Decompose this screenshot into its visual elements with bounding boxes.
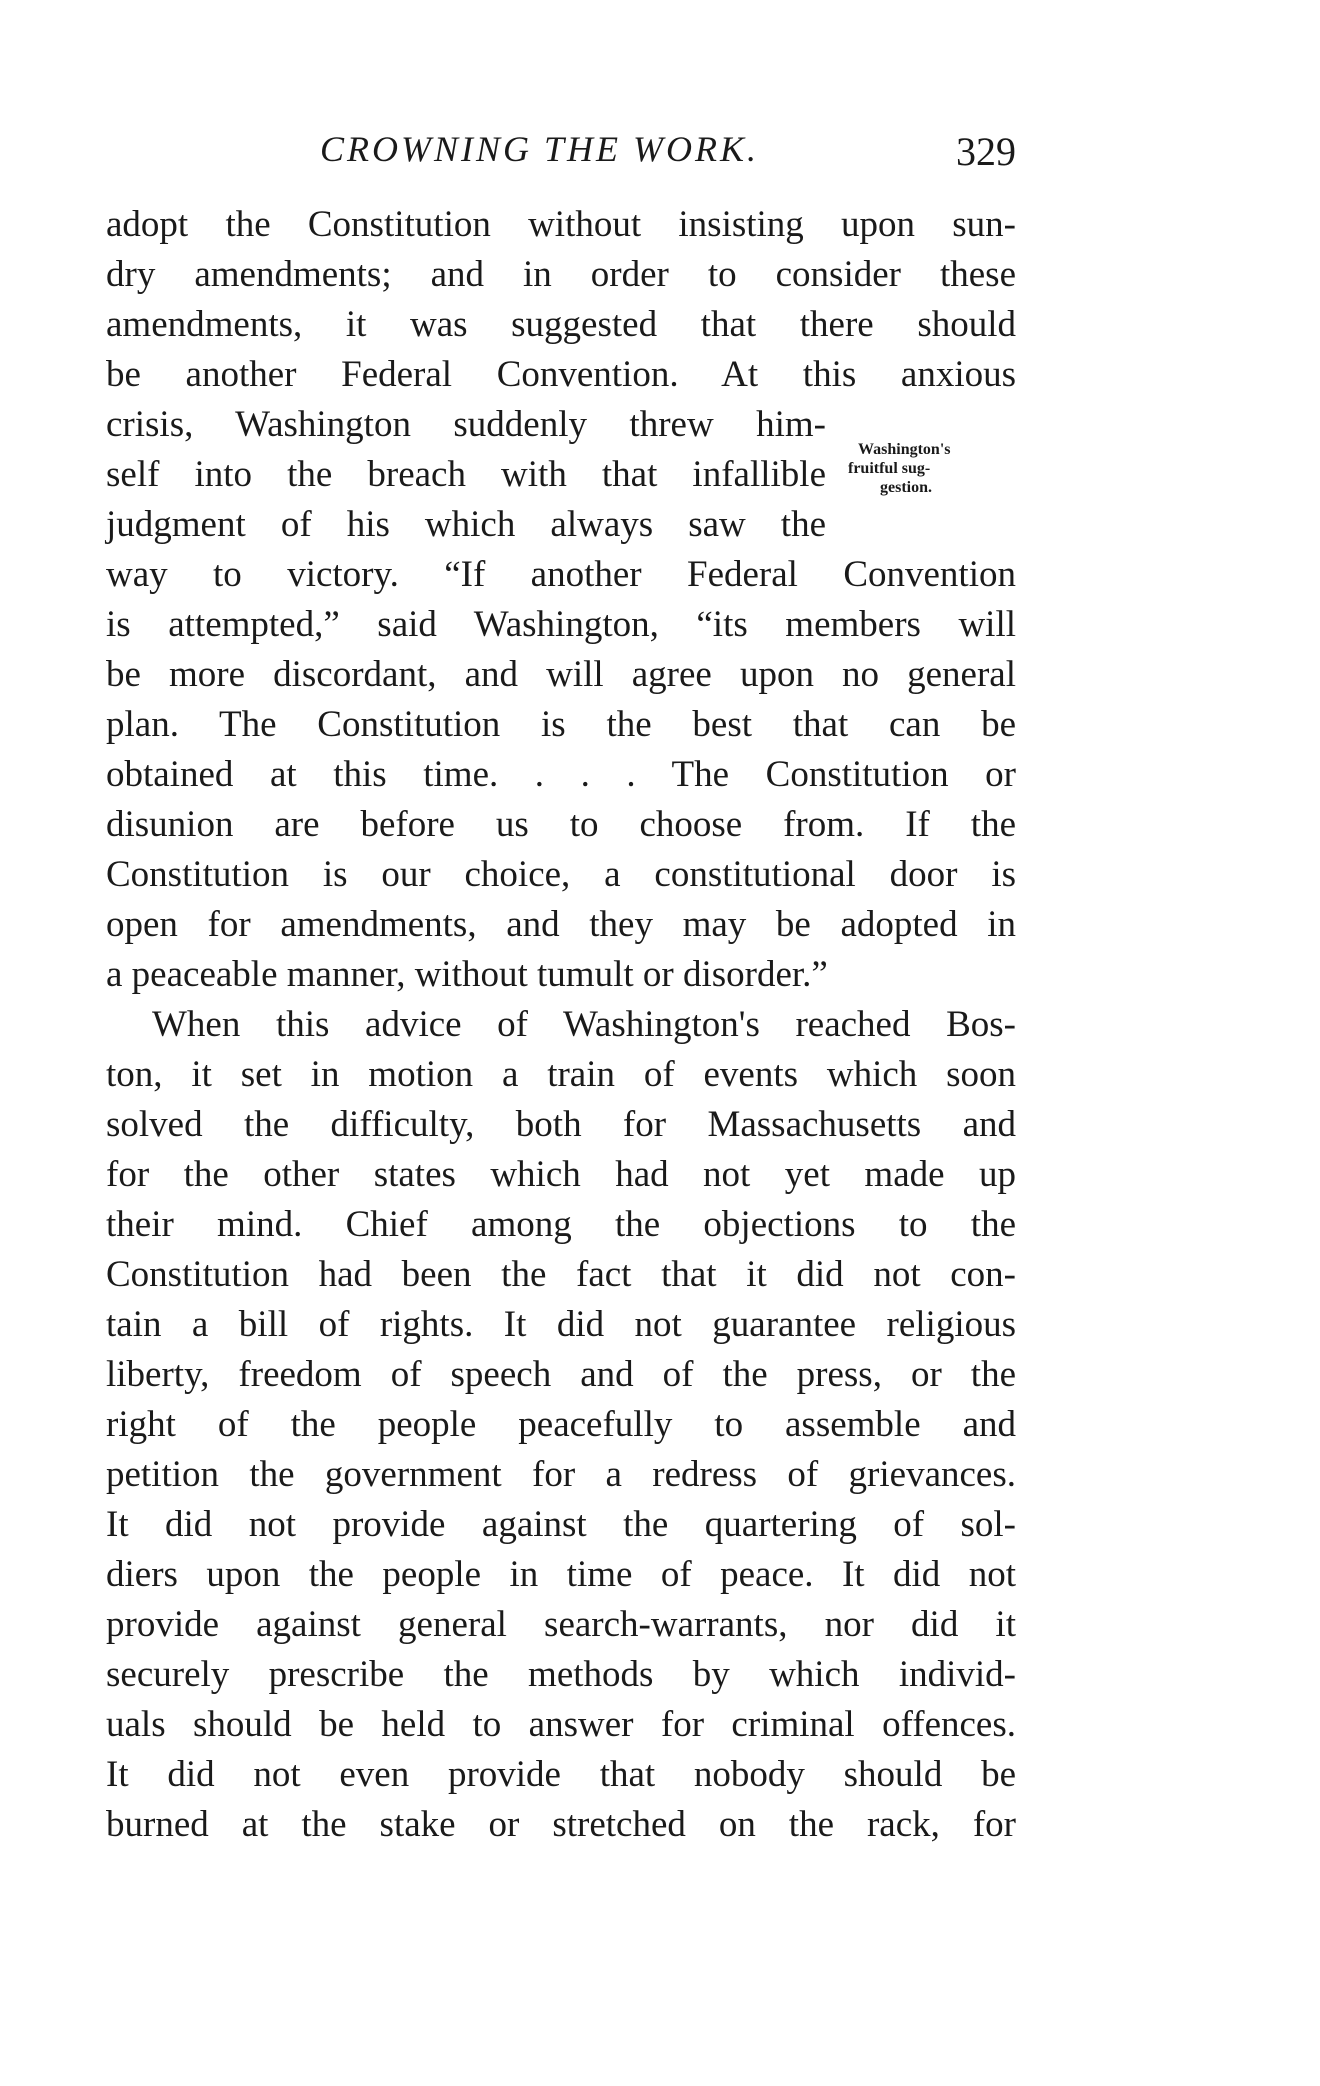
page-number: 329 [956,129,1016,174]
text-line: be another Federal Convention. At this anxious [106,354,1016,395]
text-line: plan. The Constitution is the best that can be [106,704,1016,745]
marginal-note [848,440,1028,497]
text-line: open for amendments, and they may be adopted in [106,904,1016,945]
text-line: diers upon the people in time of peace. It did not [106,1554,1016,1595]
running-title: CROWNING THE WORK. [320,129,759,169]
text-line: way to victory. “If another Federal Convention [106,554,1016,595]
text-line: provide against general search-warrants, nor did it [106,1604,1016,1645]
text-line: judgment of his which always saw the [106,504,826,545]
text-line: petition the government for a redress of grievances. [106,1454,1016,1495]
text-line: is attempted,” said Washington, “its members will [106,604,1016,645]
text-line: adopt the Constitution without insisting upon sun- [106,204,1016,245]
text-line: crisis, Washington suddenly threw him- [106,404,826,445]
marginal-note-line: gestion. [880,479,932,496]
text-line: tain a bill of rights. It did not guarantee religious [106,1304,1016,1345]
running-head [106,128,1016,188]
text-line: Constitution is our choice, a constitutional door is [106,854,1016,895]
text-line: be more discordant, and will agree upon no general [106,654,1016,695]
text-line: It did not even provide that nobody should be [106,1754,1016,1795]
text-line: It did not provide against the quartering of sol- [106,1504,1016,1545]
text-line: ton, it set in motion a train of events which soon [106,1054,1016,1095]
text-line: Constitution had been the fact that it did not con- [106,1254,1016,1295]
text-line: for the other states which had not yet made up [106,1154,1016,1195]
text-line: uals should be held to answer for criminal offences. [106,1704,1016,1745]
text-line: self into the breach with that infallible [106,454,826,495]
text-line: their mind. Chief among the objections to the [106,1204,1016,1245]
text-line: obtained at this time. . . . The Constitution or [106,754,1016,795]
text-line: a peaceable manner, without tumult or disorder.” [106,954,828,995]
text-line: burned at the stake or stretched on the rack, for [106,1804,1016,1845]
text-line: securely prescribe the methods by which individ- [106,1654,1016,1695]
text-line: When this advice of Washington's reached Bos- [152,1004,1016,1045]
marginal-note-line: Washington's [858,441,951,458]
text-line: amendments, it was suggested that there should [106,304,1016,345]
text-line: dry amendments; and in order to consider these [106,254,1016,295]
text-line: right of the people peacefully to assemble and [106,1404,1016,1445]
text-line: liberty, freedom of speech and of the press, or the [106,1354,1016,1395]
text-line: disunion are before us to choose from. If the [106,804,1016,845]
text-line: solved the difficulty, both for Massachusetts and [106,1104,1016,1145]
marginal-note-line: fruitful sug- [848,460,931,477]
